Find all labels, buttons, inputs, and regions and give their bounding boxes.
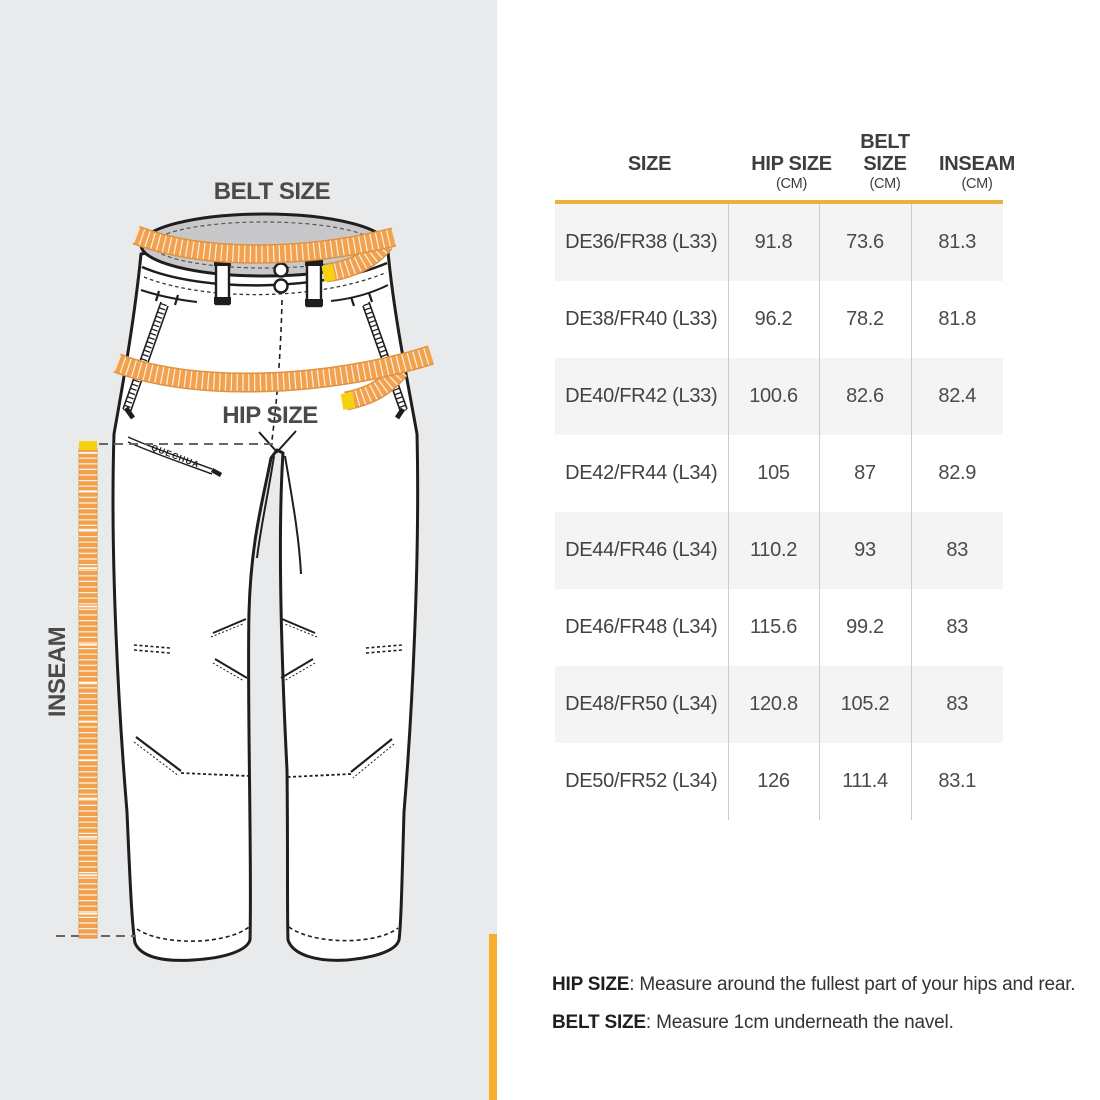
belt-cell: 111.4 — [819, 743, 911, 820]
pants-outline — [113, 245, 418, 960]
column-unit: (CM) — [961, 176, 993, 192]
size-table — [555, 131, 1015, 820]
hip-size-note-text: : Measure around the fullest part of your hips and rear. — [629, 974, 1076, 995]
inseam-label: INSEAM — [44, 626, 71, 718]
size-cell: DE48/FR50 (L34) — [565, 693, 718, 715]
belt-size-note-text: : Measure 1cm underneath the navel. — [645, 1012, 954, 1033]
inseam-cell: 83 — [911, 512, 1003, 589]
size-cell: DE36/FR38 (L33) — [565, 231, 718, 253]
inseam-cell: 81.3 — [911, 202, 1003, 281]
illustration-panel — [0, 0, 497, 1100]
inseam-measuring-tape — [79, 441, 97, 938]
column-unit — [563, 175, 736, 193]
table-row — [555, 202, 1003, 281]
belt-size-label: BELT SIZE — [213, 178, 331, 205]
belt-cell: 99.2 — [819, 589, 911, 666]
table-row — [555, 589, 1003, 666]
size-cell: DE40/FR42 (L33) — [565, 385, 718, 407]
pants-illustration — [0, 0, 497, 1100]
belt-cell: 82.6 — [819, 358, 911, 435]
column-header-size — [555, 131, 728, 202]
table-row — [555, 666, 1003, 743]
inseam-cell: 81.8 — [911, 281, 1003, 358]
hip-cell: 105 — [728, 435, 819, 512]
column-label: HIP SIZE — [751, 153, 832, 175]
inseam-cell: 83 — [911, 666, 1003, 743]
column-unit: (CM) — [775, 176, 807, 192]
waist-button-top — [275, 264, 288, 277]
belt-cell: 87 — [819, 435, 911, 512]
inseam-cell: 82.4 — [911, 358, 1003, 435]
inseam-cell: 83.1 — [911, 743, 1003, 820]
inseam-cell: 82.9 — [911, 435, 1003, 512]
inseam-cell: 83 — [911, 589, 1003, 666]
table-row — [555, 281, 1003, 358]
measurement-notes — [552, 966, 1082, 1042]
size-cell: DE42/FR44 (L34) — [565, 462, 718, 484]
belt-cell: 93 — [819, 512, 911, 589]
size-cell: DE46/FR48 (L34) — [565, 616, 718, 638]
belt-cell: 105.2 — [819, 666, 911, 743]
belt-size-note — [552, 1004, 1082, 1042]
waist-button-bottom — [275, 280, 288, 293]
column-label: SIZE — [627, 153, 672, 175]
hip-cell: 110.2 — [728, 512, 819, 589]
hip-size-label: HIP SIZE — [222, 402, 318, 429]
hip-cell: 96.2 — [728, 281, 819, 358]
column-unit: (CM) — [869, 176, 901, 192]
column-label: BELT SIZE — [860, 131, 910, 175]
size-cell: DE50/FR52 (L34) — [565, 770, 718, 792]
size-cell: DE38/FR40 (L33) — [565, 308, 718, 330]
table-row — [555, 358, 1003, 435]
belt-cell: 78.2 — [819, 281, 911, 358]
hip-cell: 100.6 — [728, 358, 819, 435]
hip-cell: 91.8 — [728, 202, 819, 281]
size-table-wrap — [555, 131, 1015, 820]
hip-cell: 126 — [728, 743, 819, 820]
column-label: INSEAM — [939, 153, 1015, 175]
belt-size-note-term: BELT SIZE — [552, 1012, 646, 1033]
table-row — [555, 435, 1003, 512]
brand-wordmark: QUECHUA — [149, 442, 202, 470]
table-row — [555, 512, 1003, 589]
hip-cell: 115.6 — [728, 589, 819, 666]
table-header-row — [555, 131, 1003, 202]
column-header-hip-size — [728, 131, 832, 202]
table-row — [555, 743, 1003, 820]
accent-bar — [489, 934, 497, 1100]
belt-cell: 73.6 — [819, 202, 911, 281]
hip-cell: 120.8 — [728, 666, 819, 743]
hip-size-note-term: HIP SIZE — [552, 974, 630, 995]
size-cell: DE44/FR46 (L34) — [565, 539, 718, 561]
hip-size-note — [552, 966, 1082, 1004]
